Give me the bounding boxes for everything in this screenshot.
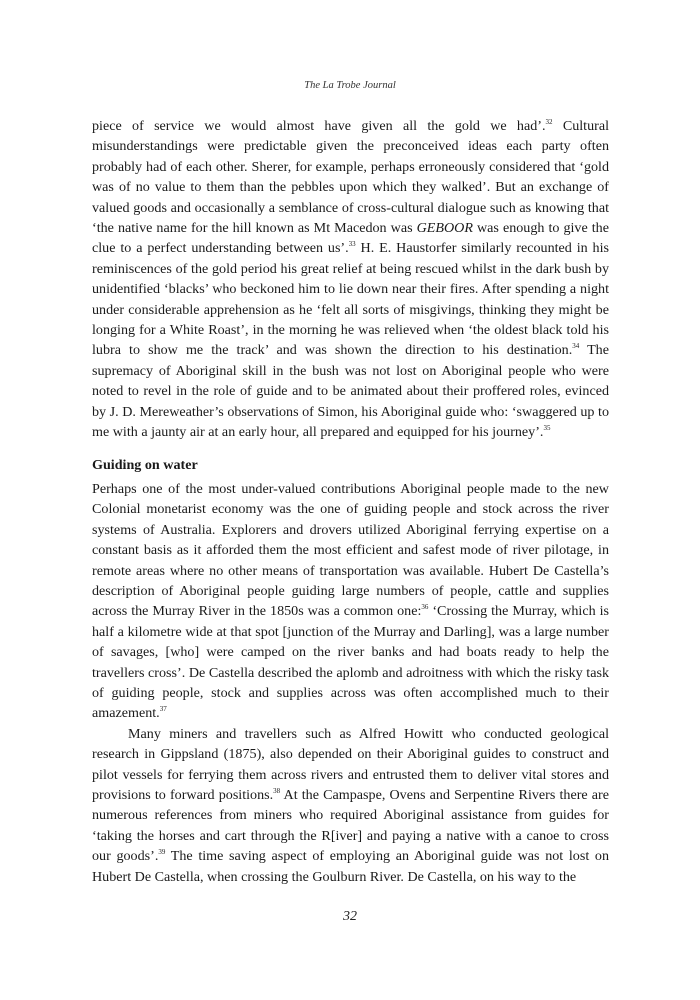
footnote-marker: 33 — [348, 240, 356, 249]
footnote-marker: 37 — [159, 705, 167, 714]
text-run: The supremacy of Aboriginal skill in the bush was not lost on Aboriginal people who were noted to revel in the role of guide and to be animated about their proffered roles, evinced by J. D. Mereweather’s observations of Simon, his Aboriginal guide who: ‘swaggered up to me with a jaunty air at an early hour, all prepared and equipped for his journey’. — [92, 342, 609, 441]
text-run: H. E. Haustorfer similarly recounted in his reminiscences of the gold period his great relief at being rescued whilst in the dark bush by unidentified ‘blacks’ who beckoned him to lie down near their fires. After spending a night under considerable apprehension as he ‘felt all sorts of misgivings, thinking they might be longing for a White Roast’, in the morning he was relieved when ‘the oldest black told his lubra to show me the track’ and was shown the direction to his destination. — [92, 240, 610, 359]
article-body — [92, 116, 609, 887]
footnote-marker: 38 — [273, 787, 281, 795]
body-paragraph — [92, 724, 609, 887]
text-run: piece of service we would almost have given all the gold we had’. — [92, 118, 546, 134]
footnote-marker: 34 — [572, 342, 580, 351]
emphasized-text: GEBOOR — [416, 220, 473, 237]
section-heading: Guiding on water — [92, 456, 198, 473]
text-run: Perhaps one of the most under-valued contributions Aboriginal people made to the new Colonial monetarist economy was the one of guiding people and stock across the river systems of Australia. Explorers and drovers utilized Aboriginal ferrying expertise on a constant basis as it afforded them the most efficient and safest mode of river pilotage, in remote areas where no other means of transportation was available. Hubert De Castella’s description of Aboriginal people guiding large numbers of people, cattle and supplies across the Murray River in the 1850s was a common one: — [92, 480, 609, 620]
page-number: 32 — [343, 909, 357, 924]
body-paragraph — [92, 116, 609, 443]
footnote-marker: 39 — [158, 848, 166, 857]
text-run: was enough to give the clue to a perfect understanding between us’. — [92, 220, 609, 257]
text-run: Many miners and travellers such as Alfred Howitt who conducted geological research in Gippsland (1875), also depended on their Aboriginal guides to construct and pilot vessels for ferrying them across rivers and entrusted them to deliver vital stores and provisions to forward positions. — [92, 725, 609, 803]
text-run: Cultural misunderstandings were predictable given the preconceived ideas each party often probably had of each other. Sherer, for example, perhaps erroneously considered that ‘gold was of no value to them than the pebbles upon which they walked’. But an exchange of valued goods and occasionally a semblance of cross-cultural dialogue such as knowing that ‘the native name for the hill known as Mt Macedon was — [92, 118, 610, 237]
footnote-marker: 35 — [543, 424, 551, 433]
text-run: The time saving aspect of employing an Aboriginal guide was not lost on Hubert De Castella, when crossing the Goulburn River. De Castella, on his way to the — [92, 848, 609, 885]
footnote-marker: 32 — [545, 118, 553, 126]
body-paragraph — [92, 479, 609, 724]
footnote-marker: 36 — [421, 603, 429, 612]
text-run: At the Campaspe, Ovens and Serpentine Rivers there are numerous references from miners who required Aboriginal assistance from guides for ‘taking the horses and cart through the R[iver] and paying a native with a canoe to cross our goods’. — [92, 787, 609, 865]
text-run: ‘Crossing the Murray, which is half a kilometre wide at that spot [junction of the Murray and Darling], was a large number of savages, [who] were camped on the river banks and had boats ready to help the travellers cross’. De Castella described the aplomb and adroitness with which the risky task of guiding people, stock and supplies across was often accomplished much to their amazement. — [92, 603, 609, 722]
running-head: The La Trobe Journal — [304, 80, 396, 91]
